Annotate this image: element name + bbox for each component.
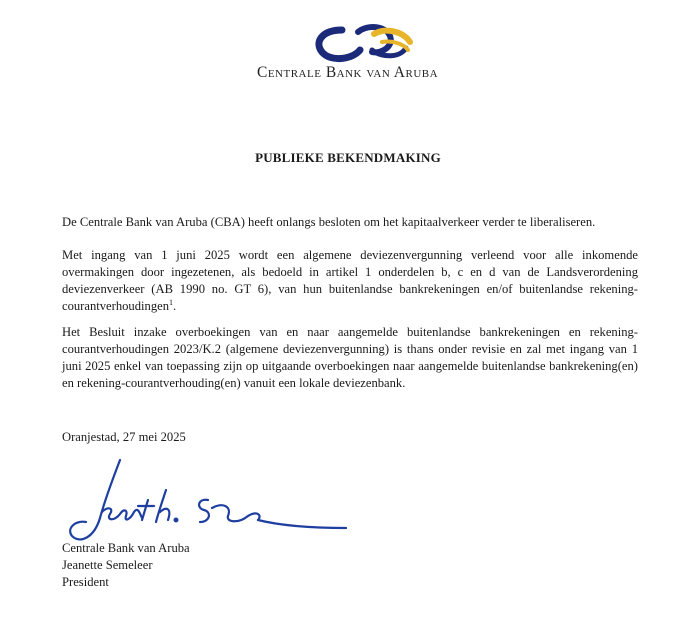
paragraph-license-text: Met ingang van 1 juni 2025 wordt een algemene deviezenvergunning verleend voor alle inkomende overmakingen door ingezetenen, als bedoeld in artikel 1 onderdelen b, c en d van de Landsverordening deviezenverkeer (AB 1990 no. GT 6), van hun buitenlandse bankrekeningen en/of buitenlandse rekening-courantverhoudingen (62, 248, 638, 313)
bank-name: Centrale Bank van Aruba (257, 64, 439, 81)
place-date: Oranjestad, 27 mei 2025 (62, 430, 186, 444)
paragraph-intro: De Centrale Bank van Aruba (CBA) heeft onlangs besloten om het kapitaalverkeer verder te liberaliseren. (62, 215, 596, 229)
signatory-name: Jeanette Semeleer (62, 558, 153, 572)
paragraph-license-end: . (173, 299, 177, 313)
signatory-organization: Centrale Bank van Aruba (62, 541, 190, 555)
cba-logo-icon (312, 20, 416, 66)
footnote-marker: 1 (169, 297, 174, 307)
paragraph-revision: Het Besluit inzake overboekingen van en naar aangemelde buitenlandse bankrekeningen en rekening-courantverhoudingen 2023/K.2 (algemene deviezenvergunning) is thans onder revisie en zal met ingang van 1 juni 2025 enkel van toepassing zijn op uitgaande overboekingen naar aangemelde buitenlandse bankrekening(en) en rekening-courantverhouding(en) vanuit een lokale deviezenbank. (62, 325, 638, 390)
paragraph-license (62, 247, 638, 315)
signatory-title: President (62, 575, 109, 589)
page-title: PUBLIEKE BEKENDMAKING (255, 150, 441, 165)
signature-block (62, 540, 190, 591)
